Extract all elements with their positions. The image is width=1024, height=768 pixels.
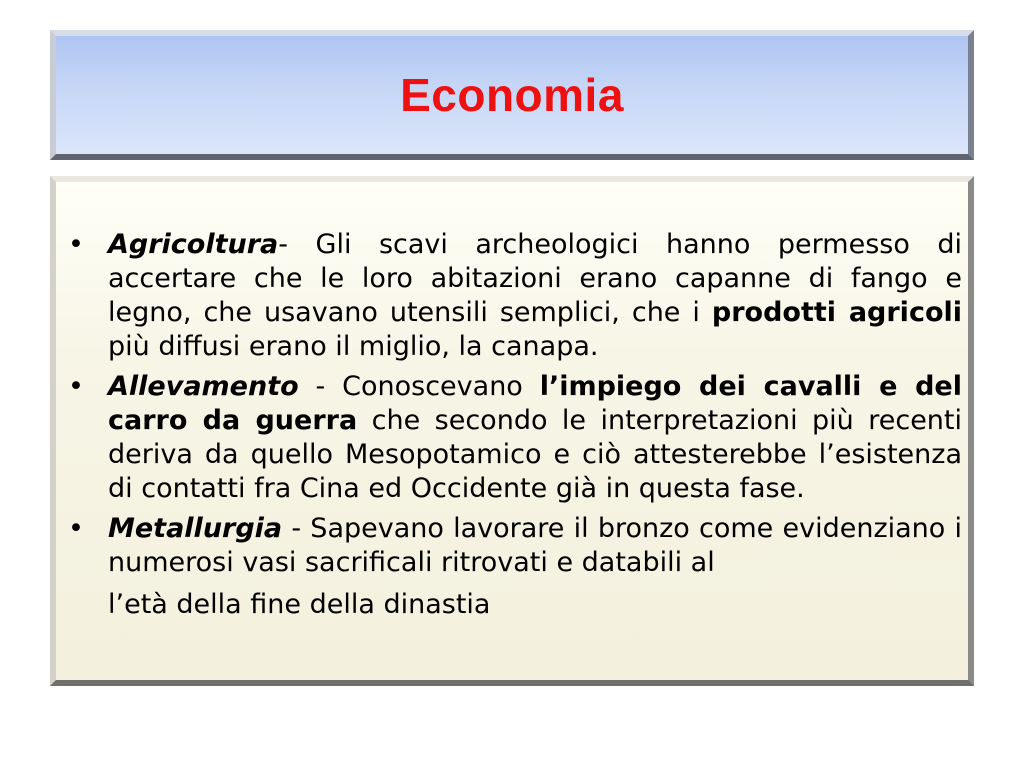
- bullet-text: - Gli scavi archeologici hanno permesso di accertare che le loro abitazioni erano capanne di fango e legno, che usavano utensili semplici, che i: [108, 229, 962, 328]
- bullet-emphasis: l’impiego dei cavalli e del carro da guerra: [108, 371, 962, 436]
- bullet-list: [64, 228, 962, 622]
- bullet-emphasis: prodotti agricoli: [711, 297, 963, 328]
- bullet-agricoltura: [64, 228, 962, 364]
- bullet-trailing-line: l’età della fine della dinastia: [108, 589, 491, 620]
- bullet-heading: Agricoltura: [108, 229, 279, 260]
- bullet-metallurgia: [64, 512, 962, 622]
- bullet-text: - Conoscevano: [298, 371, 540, 402]
- bullet-text: che secondo le interpretazioni più recenti deriva da quello Mesopotamico e ciò attesterebbe l’esistenza di contatti fra Cina ed Occidente già in questa fase.: [108, 405, 963, 504]
- bullet-text: - Sapevano lavorare il bronzo come evidenziano i numerosi vasi sacrificali ritrovati e databili al: [108, 513, 962, 578]
- bullet-heading: Allevamento: [108, 371, 299, 402]
- content-body: [64, 228, 962, 628]
- bullet-dot: •: [68, 513, 84, 544]
- bullet-allevamento: [64, 370, 962, 506]
- title-bar: [50, 30, 974, 160]
- slide-title: Economia: [400, 69, 624, 121]
- bullet-text: più diffusi erano il miglio, la canapa.: [108, 331, 599, 362]
- bullet-dot: •: [68, 229, 84, 260]
- bullet-heading: Metallurgia: [108, 513, 283, 544]
- content-panel: [50, 176, 974, 686]
- bullet-dot: •: [68, 371, 84, 402]
